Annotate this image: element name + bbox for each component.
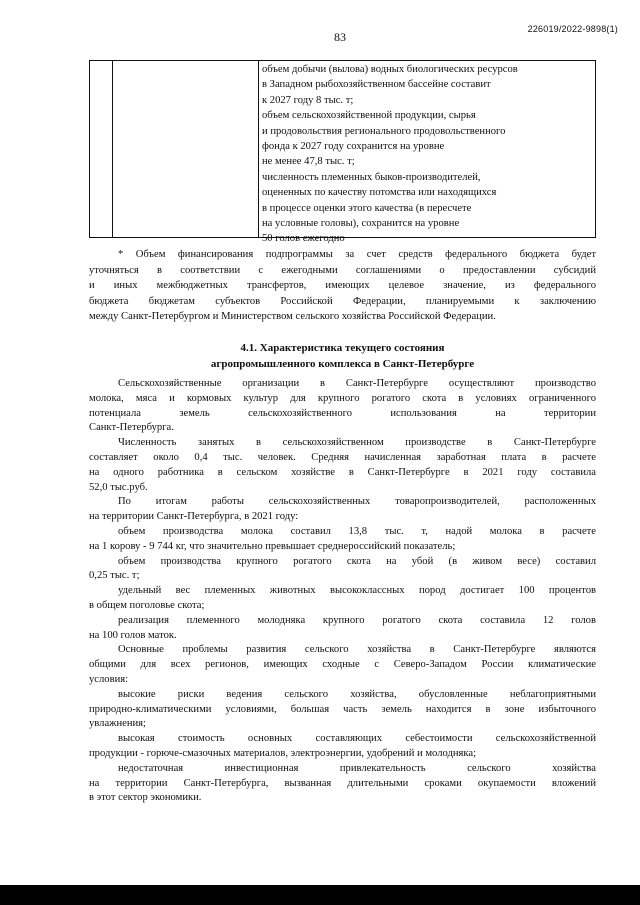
scan-bottom-edge <box>0 885 640 905</box>
document-id: 226019/2022-9898(1) <box>527 24 618 34</box>
table-line: в Западном рыбохозяйственном бассейне составит <box>262 79 491 91</box>
paragraph-line: Основные проблемы развития сельского хозяйства в Санкт-Петербурге являются <box>118 644 596 656</box>
section-heading <box>89 340 596 372</box>
paragraph-line: на территории Санкт-Петербурга, вызванная длительными сроками окупаемости вложений <box>89 777 596 789</box>
paragraph <box>89 762 596 806</box>
table-line: и продовольствия регионального продовольственного <box>262 125 506 137</box>
footnote <box>89 247 596 325</box>
paragraph-line: природно-климатическими условиями, большая часть земель находится в зоне избыточного <box>89 703 596 715</box>
footnote-line: * Объем финансирования подпрограммы за счет средств федерального бюджета будет <box>118 249 596 260</box>
paragraph-line: Сельскохозяйственные организации в Санкт-Петербурге осуществляют производство <box>118 378 596 389</box>
paragraph <box>89 436 596 495</box>
paragraph <box>89 732 596 762</box>
paragraph-line: По итогам работы сельскохозяйственных товаропроизводителей, расположенных <box>118 496 596 508</box>
table-line: в процессе оценки этого качества (в пересчете <box>262 202 472 214</box>
table-cell-indicators <box>262 62 594 247</box>
footnote-line: уточняться в соответствии с ежегодными соглашениями о предоставлении субсидий <box>89 264 596 276</box>
paragraph-line: Санкт-Петербурга. <box>89 422 174 434</box>
paragraph <box>89 614 596 644</box>
table-line: 50 голов ежегодно <box>262 233 345 245</box>
paragraph-line: на территории Санкт-Петербурга, в 2021 году: <box>89 511 299 523</box>
body-text <box>89 377 596 806</box>
paragraph-line: объем производства крупного рогатого скота на убой (в живом весе) составил <box>118 555 596 567</box>
paragraph <box>89 555 596 585</box>
table-line: численность племенных быков-производителей, <box>262 171 481 183</box>
paragraph-line: Численность занятых в сельскохозяйственном производстве в Санкт-Петербурге <box>118 437 596 449</box>
table-line: на условные головы), сохранится на уровне <box>262 218 460 230</box>
paragraph-line: продукции - горюче-смазочных материалов, электроэнергии, удобрений и молодняка; <box>89 747 477 759</box>
section-heading-line-2: агропромышленного комплекса в Санкт-Петербурге <box>210 358 475 370</box>
table-column-divider <box>112 61 113 237</box>
paragraph <box>89 377 596 436</box>
paragraph-line: удельный вес племенных животных высококлассных пород достигает 100 процентов <box>118 585 596 597</box>
paragraph-line: общими для всех регионов, имеющих сходные с Северо-Западом России климатические <box>89 659 596 671</box>
section-heading-line-1: 4.1. Характеристика текущего состояния <box>240 342 445 354</box>
paragraph-line: в общем поголовье скота; <box>89 599 205 611</box>
table-line: к 2027 году 8 тыс. т; <box>262 94 354 106</box>
paragraph-line: высокие риски ведения сельского хозяйства, обусловленные неблагоприятными <box>118 688 596 700</box>
paragraph-line: недостаточная инвестиционная привлекательность сельского хозяйства <box>118 762 596 774</box>
table-line: не менее 47,8 тыс. т; <box>262 156 355 168</box>
table-column-divider <box>258 61 259 237</box>
paragraph-line: в этот сектор экономики. <box>89 792 202 804</box>
table-line: оцененных по качеству потомства или находящихся <box>262 187 497 199</box>
footnote-line: и иных межбюджетных трансфертов, имеющих целевое значение, из федерального <box>89 280 596 292</box>
paragraph-line: на одного работника в сельском хозяйстве в Санкт-Петербурге в 2021 году составила <box>89 466 596 478</box>
page-number: 83 <box>334 30 346 44</box>
paragraph-line: реализация племенного молодняка крупного рогатого скота составила 12 голов <box>118 614 596 626</box>
paragraph-line: увлажнения; <box>89 718 146 730</box>
paragraph-line: высокая стоимость основных составляющих себестоимости сельскохозяйственной <box>118 733 596 745</box>
paragraph <box>89 643 596 687</box>
paragraph <box>89 525 596 555</box>
paragraph <box>89 688 596 732</box>
table-line: объем добычи (вылова) водных биологических ресурсов <box>262 64 518 75</box>
paragraph-line: на 1 корову - 9 744 кг, что значительно превышает среднероссийский показатель; <box>89 540 456 552</box>
paragraph-line: составляет около 0,4 тыс. человек. Средняя начисленная заработная плата в расчете <box>89 451 596 463</box>
table-line: объем сельскохозяйственной продукции, сырья <box>262 110 476 122</box>
footnote-line: между Санкт-Петербургом и Министерством сельского хозяйства Российской Федерации. <box>89 311 496 323</box>
paragraph-line: 0,25 тыс. т; <box>89 570 140 582</box>
paragraph-line: молока, мяса и кормовых культур для крупного рогатого скота в условиях ограниченного <box>89 392 596 404</box>
paragraph-line: на 100 голов маток. <box>89 629 177 641</box>
footnote-line: бюджета бюджетам субъектов Российской Федерации, планируемыми к заключению <box>89 295 596 307</box>
paragraph-line: объем производства молока составил 13,8 тыс. т, надой молока в расчете <box>118 525 596 537</box>
paragraph <box>89 495 596 525</box>
table-line: фонда к 2027 году сохранится на уровне <box>262 141 445 153</box>
paragraph-line: потенциала земель сельскохозяйственного использования на территории <box>89 407 596 419</box>
paragraph <box>89 584 596 614</box>
paragraph-line: 52,0 тыс.руб. <box>89 481 148 493</box>
paragraph-line: условия: <box>89 673 129 685</box>
